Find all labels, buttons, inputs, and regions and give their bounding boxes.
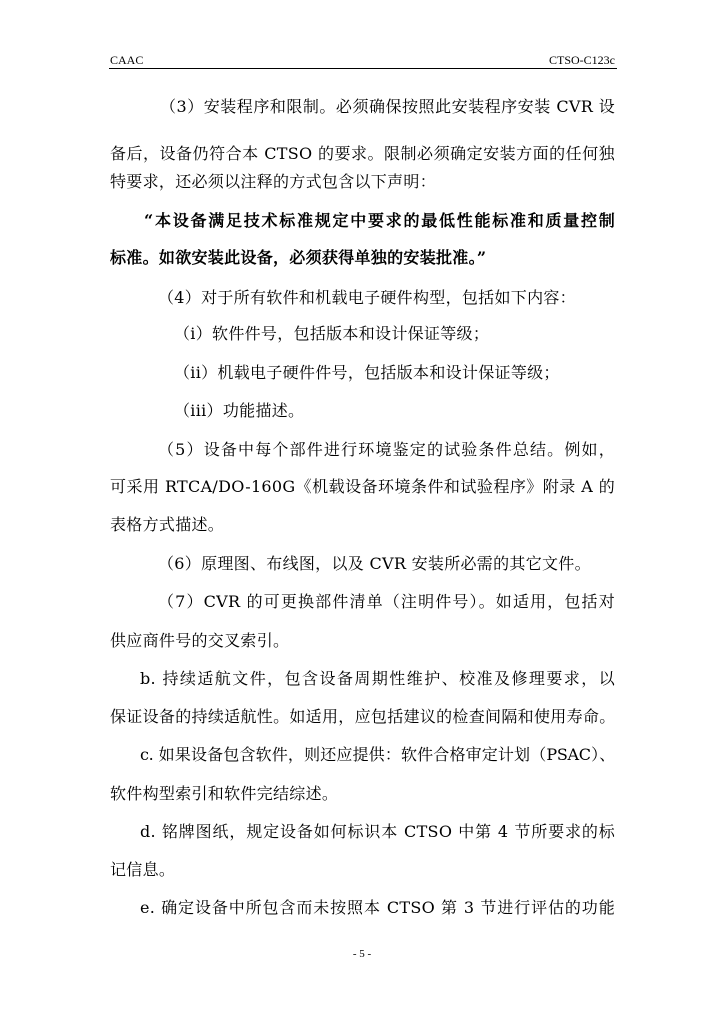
paragraph-line: 软件构型索引和软件完结综述。 bbox=[110, 784, 339, 803]
paragraph-line: （5）设备中每个部件进行环境鉴定的试验条件总结。例如， bbox=[158, 440, 615, 459]
paragraph-line: 供应商件号的交叉索引。 bbox=[110, 631, 290, 650]
paragraph-line: e. 确定设备中所包含而未按照本 CTSO 第 3 节进行评估的功能 bbox=[140, 898, 615, 917]
paragraph-line: 记信息。 bbox=[110, 860, 176, 879]
statement-line: 标准。如欲安装此设备，必须获得单独的安装批准。” bbox=[110, 248, 487, 267]
paragraph-line: 表格方式描述。 bbox=[110, 515, 225, 534]
header-left: CAAC bbox=[110, 53, 144, 67]
list-item: （iii）功能描述。 bbox=[174, 401, 305, 420]
list-item: （i）软件件号，包括版本和设计保证等级； bbox=[174, 324, 490, 343]
paragraph-line: 保证设备的持续适航性。如适用，应包括建议的检查间隔和使用寿命。 bbox=[110, 707, 615, 726]
paragraph-line: 可采用 RTCA/DO-160G《机载设备环境条件和试验程序》附录 A 的 bbox=[110, 477, 615, 496]
paragraph-line: d. 铭牌图纸，规定设备如何标识本 CTSO 中第 4 节所要求的标 bbox=[140, 822, 615, 841]
paragraph-line: b. 持续适航文件，包含设备周期性维护、校准及修理要求，以 bbox=[140, 669, 615, 688]
statement-line: “本设备满足技术标准规定中要求的最低性能标准和质量控制 bbox=[144, 211, 615, 230]
paragraph-line: （4）对于所有软件和机载电子硬件构型，包括如下内容： bbox=[158, 288, 576, 307]
paragraph-line: 特要求，还必须以注释的方式包含以下声明： bbox=[110, 172, 437, 191]
paragraph-line: （7）CVR 的可更换部件清单（注明件号）。如适用，包括对 bbox=[158, 592, 615, 611]
list-item: （ii）机载电子硬件件号，包括版本和设计保证等级； bbox=[174, 363, 560, 382]
paragraph-line: （3）安装程序和限制。必须确保按照此安装程序安装 CVR 设 bbox=[160, 97, 615, 116]
page-number: - 5 - bbox=[352, 948, 372, 960]
paragraph-line: c. 如果设备包含软件，则还应提供：软件合格审定计划（PSAC）、 bbox=[140, 745, 615, 764]
header-right: CTSO-C123c bbox=[549, 53, 615, 67]
paragraph-line: 备后，设备仍符合本 CTSO 的要求。限制必须确定安装方面的任何独 bbox=[110, 144, 615, 163]
paragraph-line: （6）原理图、布线图，以及 CVR 安装所必需的其它文件。 bbox=[158, 554, 591, 573]
header-rule bbox=[109, 68, 617, 69]
